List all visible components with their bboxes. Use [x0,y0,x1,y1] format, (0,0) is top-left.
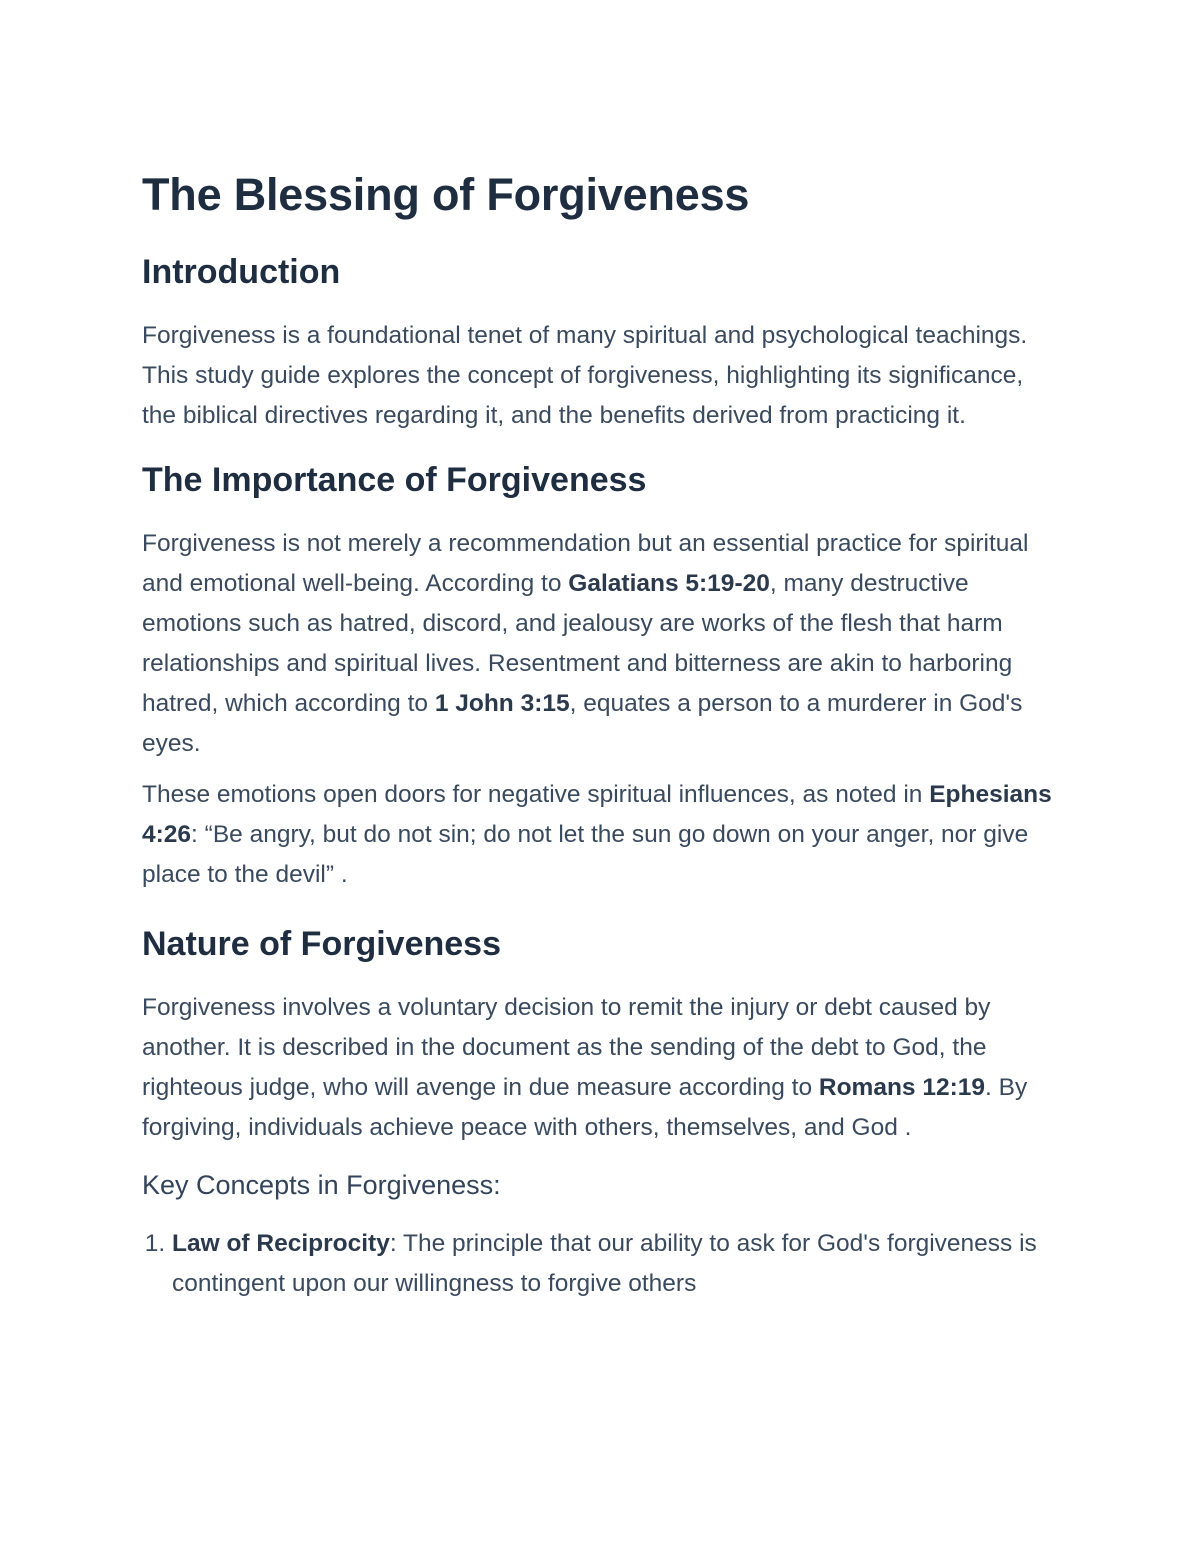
paragraph-importance-1 [142,524,1057,764]
scripture-reference: 1 John 3:15 [434,690,570,717]
heading-nature: Nature of Forgiveness [142,925,501,963]
heading-importance: The Importance of Forgiveness [142,461,647,499]
document-page [142,168,1057,1304]
paragraph-introduction: Forgiveness is a foundational tenet of many spiritual and psychological teachings. This study guide explores the concept of forgiveness, highlighting its significance, the biblical directives regarding it, and the benefits derived from practicing it. [142,322,1028,429]
heading-key-concepts: Key Concepts in Forgiveness: [142,1170,501,1200]
scripture-reference: Ephesians 4:26 [142,781,1052,848]
key-concepts-list [142,1224,1057,1304]
document-title: The Blessing of Forgiveness [142,169,750,220]
scripture-reference: Galatians 5:19-20 [568,570,770,597]
heading-introduction: Introduction [142,253,341,291]
text-run: . By forgiving, individuals achieve peace with others, themselves, and God . [142,1074,1028,1141]
text-run: Forgiveness involves a voluntary decision to remit the injury or debt caused by another. It is described in the document as the sending of the debt to God, the righteous judge, who will avenge in due measure according to [142,994,991,1101]
text-run: : “Be angry, but do not sin; do not let the sun go down on your anger, nor give place to the devil” . [142,821,1029,888]
paragraph-importance-2 [142,775,1057,895]
text-run: , equates a person to a murderer in God's eyes. [142,690,1023,757]
list-item [172,1224,1057,1304]
scripture-reference: Romans 12:19 [818,1074,986,1101]
text-run: Forgiveness is not merely a recommendation but an essential practice for spiritual and emotional well-being. According to [142,530,1029,597]
text-run: , many destructive emotions such as hatred, discord, and jealousy are works of the flesh that harm relationships and spiritual lives. Resentment and bitterness are akin to harboring hatred, which according to [142,570,1013,717]
concept-description: : The principle that our ability to ask for God's forgiveness is contingent upon our willingness to forgive others [172,1230,1037,1297]
text-run: These emotions open doors for negative spiritual influences, as noted in [142,781,930,808]
paragraph-nature [142,988,1057,1148]
concept-term: Law of Reciprocity [172,1230,390,1257]
